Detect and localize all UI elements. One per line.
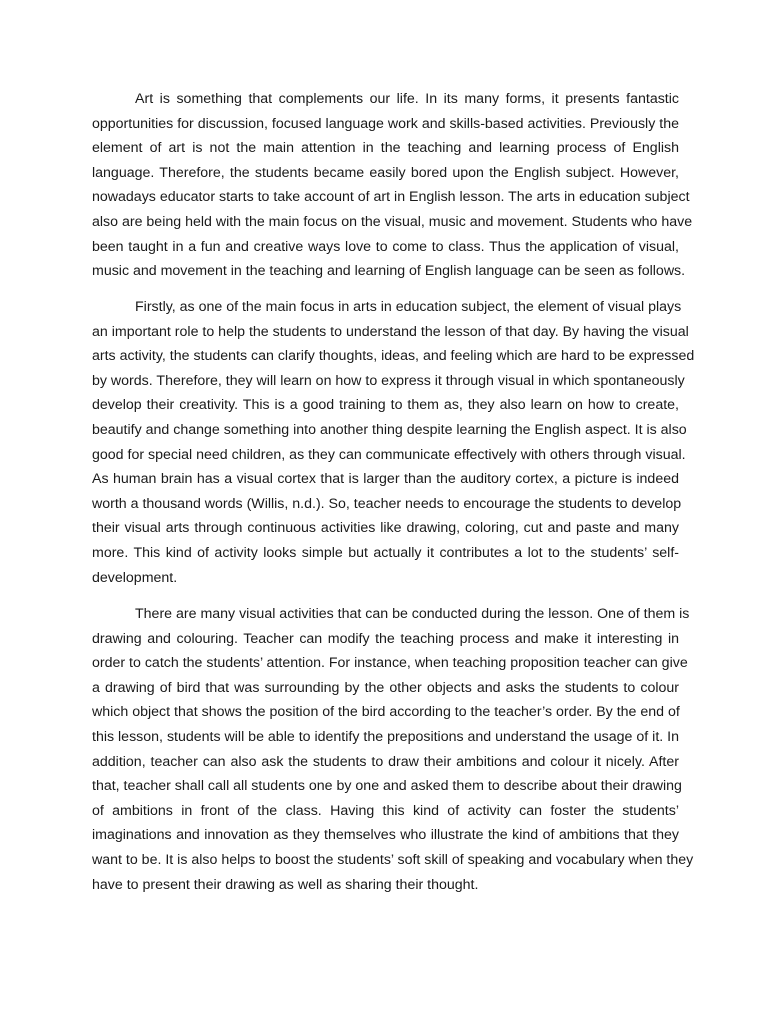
text-line: also are being held with the main focus on the visual, music and movement. Students who have xyxy=(92,213,693,230)
text-line: Firstly, as one of the main focus in arts in education subject, the element of visual plays xyxy=(135,299,682,315)
text-line: music and movement in the teaching and learning of English language can be seen as follows. xyxy=(92,263,686,280)
text-line: nowadays educator starts to take account of art in English lesson. The arts in education subject xyxy=(92,189,690,206)
text-line: development. xyxy=(92,569,178,586)
text-line: have to present their drawing as well as sharing their thought. xyxy=(92,876,479,893)
text-line: Art is something that complements our life. In its many forms, it presents fantastic xyxy=(135,91,679,107)
text-line: worth a thousand words (Willis, n.d.). So, teacher needs to encourage the students to develop xyxy=(92,495,682,512)
text-line: There are many visual activities that can be conducted during the lesson. One of them is xyxy=(135,606,690,622)
paragraph-2 xyxy=(92,295,695,590)
text-line: order to catch the students’ attention. For instance, when teaching proposition teacher can give xyxy=(92,655,688,672)
text-line: that, teacher shall call all students one by one and asked them to describe about their drawing xyxy=(92,778,682,795)
text-line: opportunities for discussion, focused language work and skills-based activities. Previously the xyxy=(92,115,679,132)
text-line: addition, teacher can also ask the students to draw their ambitions and colour it nicely. After xyxy=(92,753,679,770)
text-line: beautify and change something into another thing despite learning the English aspect. It is also xyxy=(92,421,687,438)
text-line: element of art is not the main attention in the teaching and learning process of English xyxy=(92,140,679,157)
text-line: which object that shows the position of the bird according to the teacher’s order. By the end of xyxy=(92,704,680,721)
text-line: drawing and colouring. Teacher can modify the teaching process and make it interesting in xyxy=(92,630,679,647)
text-line: a drawing of bird that was surrounding by the other objects and asks the students to colour xyxy=(92,679,679,696)
text-line: arts activity, the students can clarify thoughts, ideas, and feeling which are hard to be expressed xyxy=(92,348,695,365)
text-line: develop their creativity. This is a good training to them as, they also learn on how to create, xyxy=(92,397,679,414)
text-line: by words. Therefore, they will learn on how to express it through visual in which spontaneously xyxy=(92,372,685,389)
text-line: language. Therefore, the students became easily bored upon the English subject. However, xyxy=(92,164,679,181)
text-line: this lesson, students will be able to identify the prepositions and understand the usage of it. In xyxy=(92,728,679,745)
text-line: of ambitions in front of the class. Having this kind of activity can foster the students’ xyxy=(92,802,679,819)
text-line: imaginations and innovation as they themselves who illustrate the kind of ambitions that they xyxy=(92,827,679,844)
paragraph-3 xyxy=(92,602,694,897)
text-line: their visual arts through continuous activities like drawing, coloring, cut and paste and many xyxy=(92,520,679,537)
text-line: As human brain has a visual cortex that is larger than the auditory cortex, a picture is indeed xyxy=(92,471,679,488)
paragraph-1 xyxy=(92,87,693,284)
text-line: want to be. It is also helps to boost the students’ soft skill of speaking and vocabulary when they xyxy=(92,851,694,868)
text-line: an important role to help the students to understand the lesson of that day. By having the visual xyxy=(92,323,689,340)
text-line: been taught in a fun and creative ways love to come to class. Thus the application of visual, xyxy=(92,238,679,255)
text-line: good for special need children, as they can communicate effectively with others through visual. xyxy=(92,446,686,463)
text-line: more. This kind of activity looks simple but actually it contributes a lot to the students’ self- xyxy=(92,544,679,561)
